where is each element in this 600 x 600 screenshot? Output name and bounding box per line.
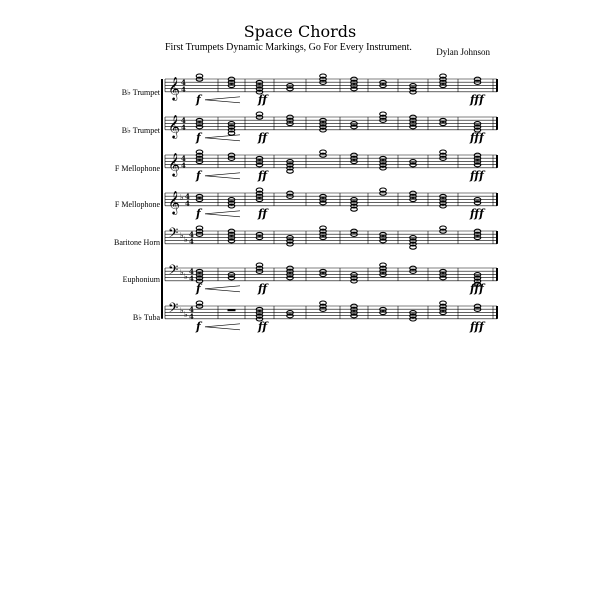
instrument-label: Baritone Horn [114, 238, 160, 247]
dynamic-marking: f [196, 281, 201, 295]
crescendo-hairpin [205, 100, 240, 103]
bass-clef-icon: 𝄢 [168, 300, 179, 319]
crescendo-hairpin [205, 138, 240, 141]
instrument-label: F Mellophone [114, 200, 160, 209]
time-signature-bottom: 4 [189, 273, 194, 283]
crescendo-hairpin [205, 324, 240, 327]
flat-icon: ♭ [180, 231, 184, 240]
flat-icon: ♭ [184, 235, 188, 244]
flat-icon: ♭ [184, 272, 188, 281]
time-signature-bottom: 4 [181, 84, 186, 94]
treble-clef-icon: 𝄞 [168, 113, 180, 138]
flat-icon: ♭ [184, 310, 188, 319]
flat-icon: ♭ [180, 268, 184, 277]
whole-rest-icon [228, 309, 236, 311]
bass-clef-icon: 𝄢 [168, 225, 179, 244]
dynamic-marking: fff [470, 92, 484, 106]
crescendo-hairpin [205, 176, 240, 179]
treble-clef-icon: 𝄞 [168, 189, 180, 214]
crescendo-hairpin [205, 286, 240, 289]
time-signature-top: 4 [189, 305, 194, 314]
time-signature-bottom: 4 [189, 311, 194, 321]
instrument-label: B♭ Trumpet [121, 126, 160, 135]
crescendo-hairpin [205, 211, 240, 214]
bass-clef-icon: 𝄢 [168, 262, 179, 281]
flat-icon: ♭ [180, 306, 184, 315]
dynamic-marking: fff [470, 130, 484, 144]
instrument-label: B♭ Trumpet [121, 88, 160, 97]
crescendo-hairpin [205, 289, 240, 292]
dynamic-marking: ff [258, 281, 268, 295]
treble-clef-icon: 𝄞 [168, 75, 180, 100]
instrument-label: F Mellophone [114, 164, 160, 173]
crescendo-hairpin [205, 327, 240, 330]
instrument-label: Euphonium [122, 275, 160, 284]
flat-icon: ♭ [180, 193, 184, 202]
instrument-label: B♭ Tuba [132, 313, 160, 322]
time-signature-bottom: 4 [189, 236, 194, 246]
dynamic-marking: f [196, 92, 201, 106]
treble-clef-icon: 𝄞 [168, 151, 180, 176]
dynamic-marking: ff [258, 319, 268, 333]
score-subtitle: First Trumpets Dynamic Markings, Go For Every Instrument. [165, 42, 412, 53]
dynamic-marking: fff [470, 319, 484, 333]
dynamic-marking: fff [470, 206, 484, 220]
time-signature-bottom: 4 [185, 198, 190, 208]
crescendo-hairpin [205, 214, 240, 217]
dynamic-marking: fff [470, 168, 484, 182]
time-signature-top: 4 [185, 192, 190, 201]
dynamic-marking: fff [470, 281, 484, 295]
dynamic-marking: ff [258, 168, 268, 182]
time-signature-top: 4 [181, 116, 186, 125]
crescendo-hairpin [205, 135, 240, 138]
time-signature-top: 4 [181, 78, 186, 87]
time-signature-top: 4 [189, 230, 194, 239]
composer-name: Dylan Johnson [436, 47, 490, 57]
dynamic-marking: f [196, 168, 201, 182]
dynamic-marking: f [196, 319, 201, 333]
time-signature-top: 4 [189, 267, 194, 276]
score-title: Space Chords [243, 22, 357, 41]
dynamic-marking: f [196, 130, 201, 144]
crescendo-hairpin [205, 173, 240, 176]
dynamic-marking: ff [258, 92, 268, 106]
dynamic-marking: ff [258, 130, 268, 144]
time-signature-bottom: 4 [181, 122, 186, 132]
time-signature-bottom: 4 [181, 160, 186, 170]
crescendo-hairpin [205, 97, 240, 100]
dynamic-marking: f [196, 206, 201, 220]
time-signature-top: 4 [181, 154, 186, 163]
dynamic-marking: ff [258, 206, 268, 220]
